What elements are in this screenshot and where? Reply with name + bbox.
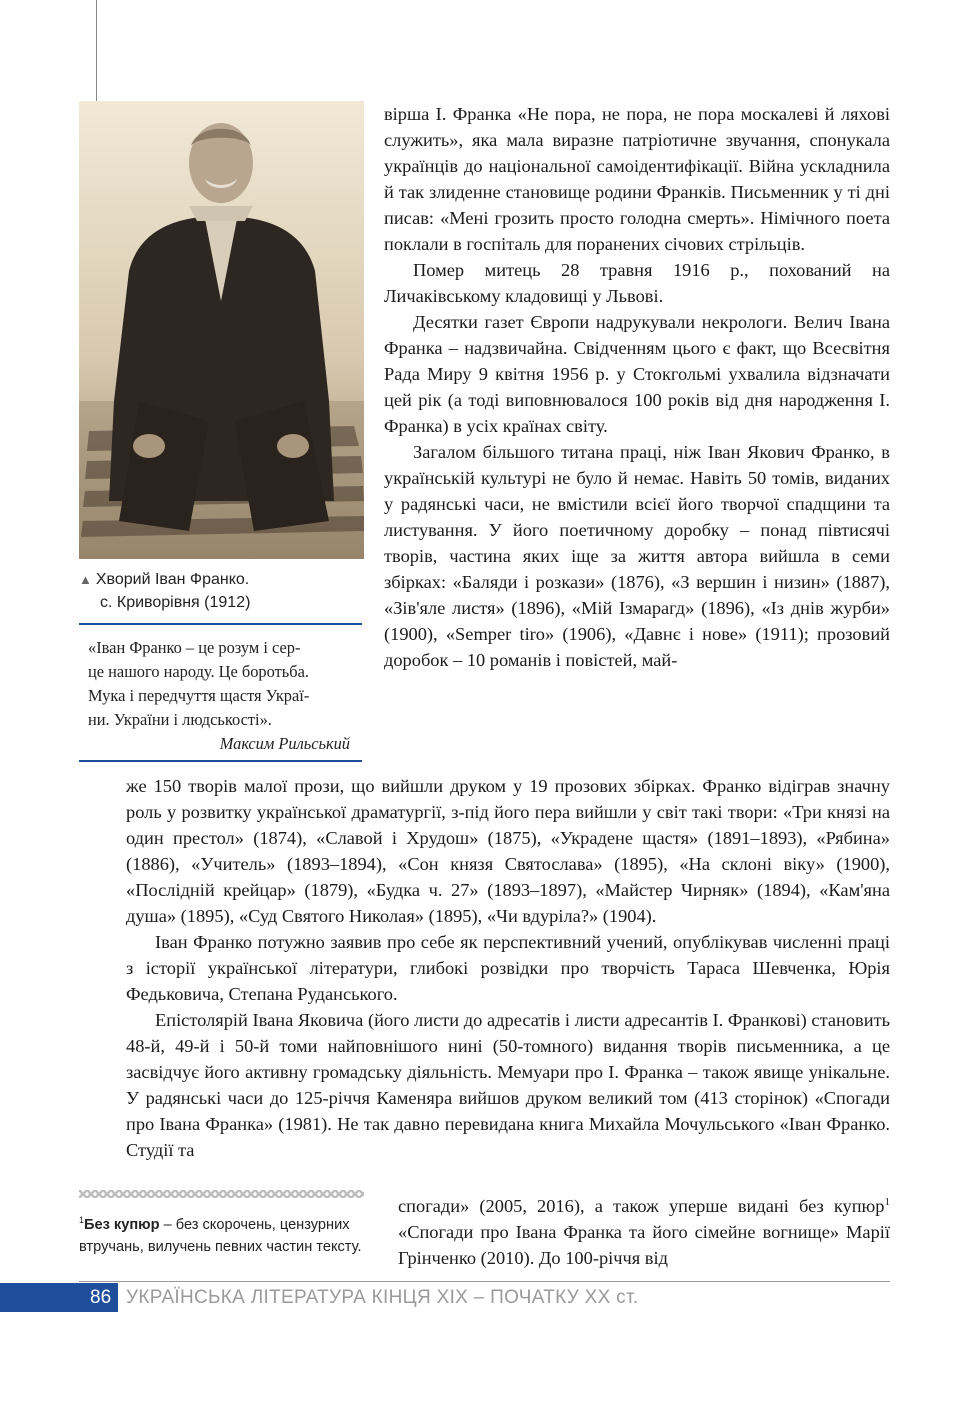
paragraph: Помер митець 28 травня 1916 р., похований на Личаківському кладовищі у Львові.: [384, 260, 890, 306]
page-number: 86: [90, 1287, 112, 1308]
quote-line-3: Мука і передчуття щастя Украї-: [88, 686, 310, 705]
right-column-text: [384, 101, 890, 673]
quote-author: Максим Рильський: [219, 734, 350, 753]
caption-line-2: с. Криворівня (1912): [100, 594, 251, 611]
footnote: [79, 1209, 369, 1258]
quote-line-1: «Іван Франко – це розум і сер-: [88, 638, 301, 657]
right-column-text-bottom: [398, 1189, 890, 1271]
caption-line-1: Хворий Іван Франко.: [95, 571, 250, 588]
triangle-icon: ▲: [79, 572, 92, 587]
paragraph: Епістолярій Івана Яковича (його листи до адресатів і листи адресантів І. Франкові) становить 48-й, 49-й і 50-й томи найповнішого нині (50-томного) видання творів письменника, а це засвідчує його активну громадську діяльність. Мемуари про І. Франка – також явище унікальне. У радянські часи до 125-річчя Каменяра вийшов друком великий том (413 сторінок) «Спогади про Івана Франка» (1981). Не так давно перевидана книга Михайла Мочульського «Іван Франко. Студії та: [126, 1010, 890, 1160]
photo-caption: [79, 568, 364, 614]
running-title: УКРАЇНСЬКА ЛІТЕРАТУРА КІНЦЯ ХІХ – ПОЧАТКУ ХХ ст.: [126, 1287, 639, 1308]
paragraph: спогади» (2005, 2016), а також уперше видані без купюр$^1$ «Спогади про Івана Франка та його сімейне вогнище» Марії Грінченко (2010). До 100-річчя від: [398, 1196, 890, 1269]
portrait-photo: [79, 101, 364, 559]
footnote-number: 1: [79, 1215, 85, 1225]
paragraph: же 150 творів малої прози, що вийшли друком у 19 прозових збірках. Франко відіграв значну роль у розвитку української драматургії, з-під його пера вийшли у світ такі твори: «Три князі на один престол» (1874), «Славой і Хрудош» (1875), «Украдене щастя» (1891–1893), «Рябина» (1886), «Учитель» (1893–1894), «Сон князя Святослава» (1895), «На склоні віку» (1900), «Послідній крейцар» (1879), «Будка ч. 27» (1893–1897), «Майстер Чирняк» (1894), «Кам'яна душа» (1895), «Суд Святого Николая» (1895), «Чи вдуріла?» (1904).: [126, 776, 890, 926]
quote-top-rule: [79, 623, 362, 625]
quote-line-2: це нашого народу. Це боротьба.: [88, 662, 309, 681]
quote-bottom-rule: [79, 760, 362, 762]
quote-line-4: ни. України і людськості».: [88, 710, 272, 729]
footnote-separator: [79, 1190, 364, 1198]
full-width-text: [126, 773, 890, 1163]
paragraph: Десятки газет Європи надрукували некрологи. Велич Івана Франка – надзвичайна. Свідченням цього є факт, що Всесвітня Рада Миру 9 квітня 1956 р. у Стокгольмі ухвалила відзначати цей рік (а тоді виповнювалося 100 років від дня народження І. Франка) в усіх країнах світу.: [384, 312, 890, 436]
epigraph-quote: [88, 636, 350, 756]
paragraph: Іван Франко потужно заявив про себе як перспективний учений, опублікував численні праці з історії української літератури, глибокі розвідки про творчість Тараса Шевченка, Юрія Федьковича, Степана Руданського.: [126, 932, 890, 1004]
footer-rule: [79, 1281, 890, 1282]
paragraph: Загалом більшого титана праці, ніж Іван Якович Франко, в українській культурі не було й немає. Навіть 50 томів, виданих у радянські часи, не вмістили всієї його творчої спадщини та листування. У його поетичному доробку – понад півтисячі творів, частина яких іще за життя автора вийшла в семи збірках: «Баляди і розкази» (1876), «З вершин і низин» (1887), «Зів'яле листя» (1896), «Мій Ізмарагд» (1896), «Із днів журби» (1900), «Semper tiro» (1906), «Давнє і нове» (1911); прозовий доробок – 10 романів і повістей, май-: [384, 442, 890, 670]
paragraph: вірша І. Франка «Не пора, не пора, не пора москалеві й ляхові служить», яка мала виразне патріотичне звучання, спонукала українців до національної самоідентифікації. Війна ускладнила й так злиденне становище родини Франків. Письменник у ті дні писав: «Мені грозить просто голодна смерть». Німічного поета поклали в госпіталь для поранених січових стрільців.: [384, 104, 890, 254]
footnote-text: – без скорочень, цензурних втручань, вилучень певних частин тексту.: [79, 1216, 362, 1255]
footnote-term: Без купюр: [84, 1216, 160, 1233]
footnote-ref: 1: [884, 1196, 890, 1208]
margin-line: [96, 0, 97, 101]
